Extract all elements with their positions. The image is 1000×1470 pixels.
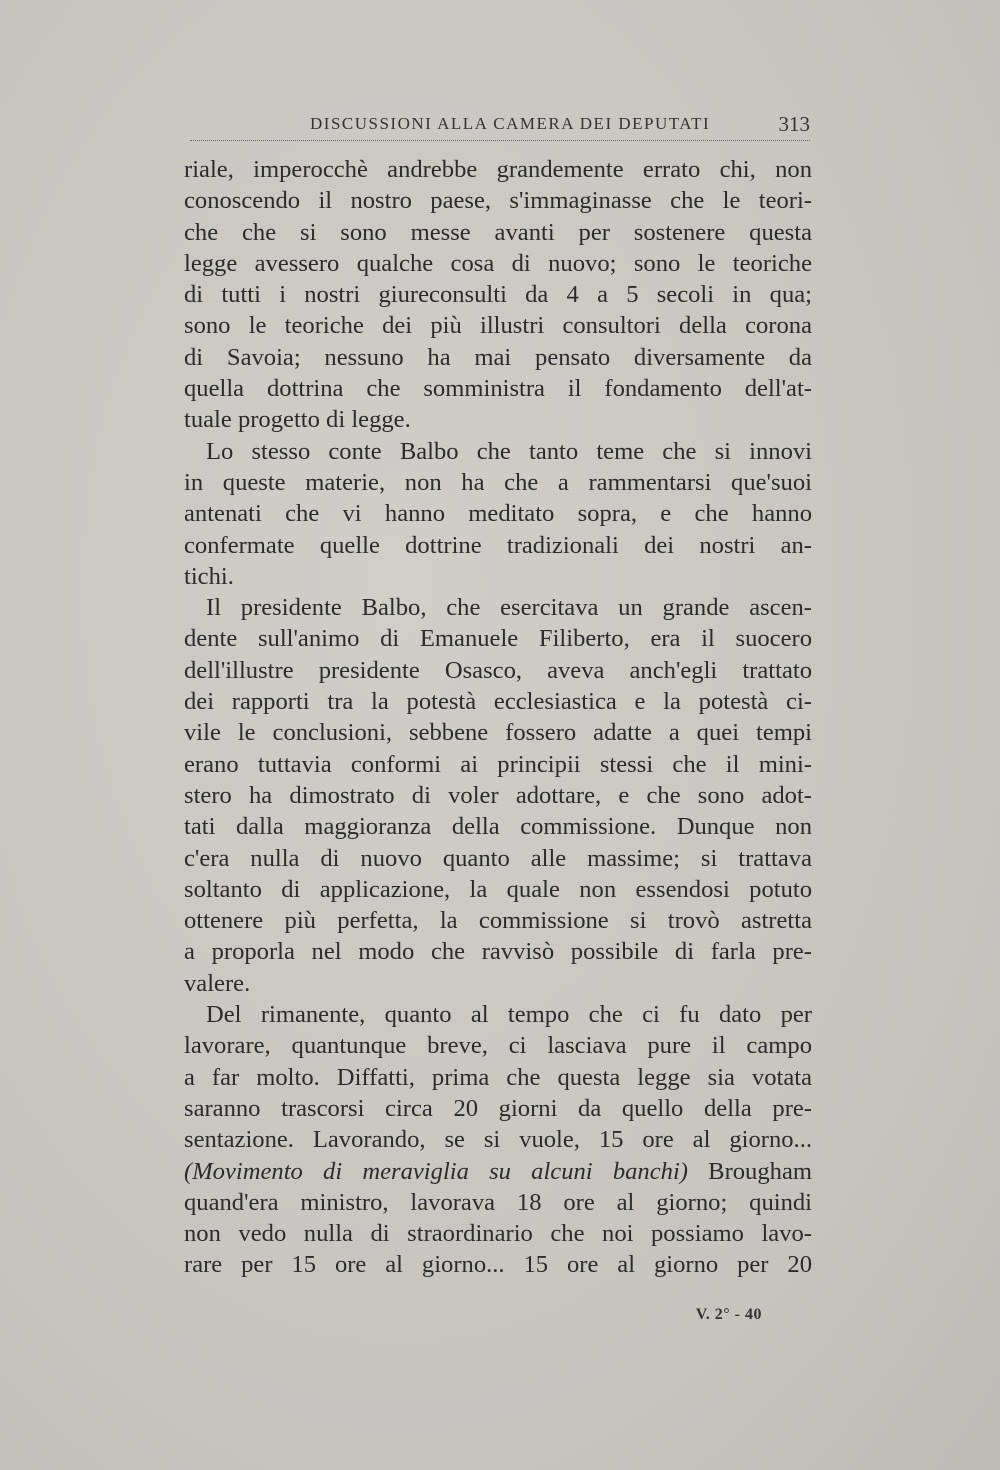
running-title: DISCUSSIONI ALLA CAMERA DEI DEPUTATI <box>310 114 711 133</box>
text-line: ottenere più perfetta, la commissione si trovò astretta <box>184 907 812 935</box>
text-line: c'era nulla di nuovo quanto alle massime; si trattava <box>184 844 812 872</box>
text-line: sentazione. Lavorando, se si vuole, 15 ore al giorno... <box>184 1126 812 1154</box>
text-line: dei rapporti tra la potestà ecclesiastica e la potestà ci- <box>184 688 812 716</box>
text-line: rare per 15 ore al giorno... 15 ore al giorno per 20 <box>184 1251 812 1279</box>
text-line: quand'era ministro, lavorava 18 ore al giorno; quindi <box>184 1188 812 1216</box>
text-line: di tutti i nostri giureconsulti da 4 a 5 secoli in qua; <box>184 281 812 309</box>
body-text <box>184 154 812 1281</box>
text-line: lavorare, quantunque breve, ci lasciava pure il campo <box>184 1032 812 1060</box>
text-line: vile le conclusioni, sebbene fossero adatte a quei tempi <box>184 719 812 747</box>
signature-mark: V. 2° - 40 <box>695 1306 762 1323</box>
text-line: confermate quelle dottrine tradizionali dei nostri an- <box>184 531 812 559</box>
text-line: riale, imperocchè andrebbe grandemente errato chi, non <box>184 156 812 183</box>
text-line: in queste materie, non ha che a rammentarsi que'suoi <box>184 468 812 496</box>
text-line: saranno trascorsi circa 20 giorni da quello della pre- <box>184 1094 812 1122</box>
text-line: tuale progetto di legge. <box>184 406 411 434</box>
page-number: 313 <box>778 112 810 136</box>
text-line: stero ha dimostrato di voler adottare, e che sono adot- <box>184 781 812 809</box>
text-line: Del rimanente, quanto al tempo che ci fu dato per <box>206 1001 812 1029</box>
text-line: quella dottrina che somministra il fondamento dell'at- <box>184 375 812 403</box>
text-line: conoscendo il nostro paese, s'immaginasse che le teori- <box>184 187 812 215</box>
text-line: a far molto. Diffatti, prima che questa legge sia votata <box>184 1063 812 1091</box>
text-line: di Savoia; nessuno ha mai pensato diversamente da <box>184 343 812 371</box>
header-rule <box>190 140 810 141</box>
text-line: dente sull'animo di Emanuele Filiberto, era il suocero <box>184 625 812 653</box>
text-line: erano tuttavia conformi ai principii stessi che il mini- <box>184 750 812 778</box>
text-line: legge avessero qualche cosa di nuovo; sono le teoriche <box>184 249 812 277</box>
text-line: valere. <box>184 969 251 997</box>
text-line: Il presidente Balbo, che esercitava un grande ascen- <box>206 594 812 622</box>
text-line: tati dalla maggioranza della commissione. Dunque non <box>184 813 812 841</box>
text-line: antenati che vi hanno meditato sopra, e che hanno <box>184 500 812 528</box>
line-rest: Brougham <box>687 1157 812 1185</box>
text-line: Lo stesso conte Balbo che tanto teme che si innovi <box>206 437 812 465</box>
text-line: soltanto di applicazione, la quale non essendosi potuto <box>184 875 812 903</box>
text-line: a proporla nel modo che ravvisò possibile di farla pre- <box>184 938 812 966</box>
text-line: tichi. <box>184 562 234 590</box>
italic-stage-direction: (Movimento di meraviglia su alcuni banchi) <box>184 1157 688 1185</box>
text-line: non vedo nulla di straordinario che noi possiamo lavo- <box>184 1220 812 1248</box>
text-line <box>184 1156 812 1187</box>
text-line: sono le teoriche dei più illustri consultori della corona <box>184 312 812 340</box>
text-line: che che si sono messe avanti per sostenere questa <box>184 218 812 246</box>
text-line: dell'illustre presidente Osasco, aveva anch'egli trattato <box>184 656 812 684</box>
